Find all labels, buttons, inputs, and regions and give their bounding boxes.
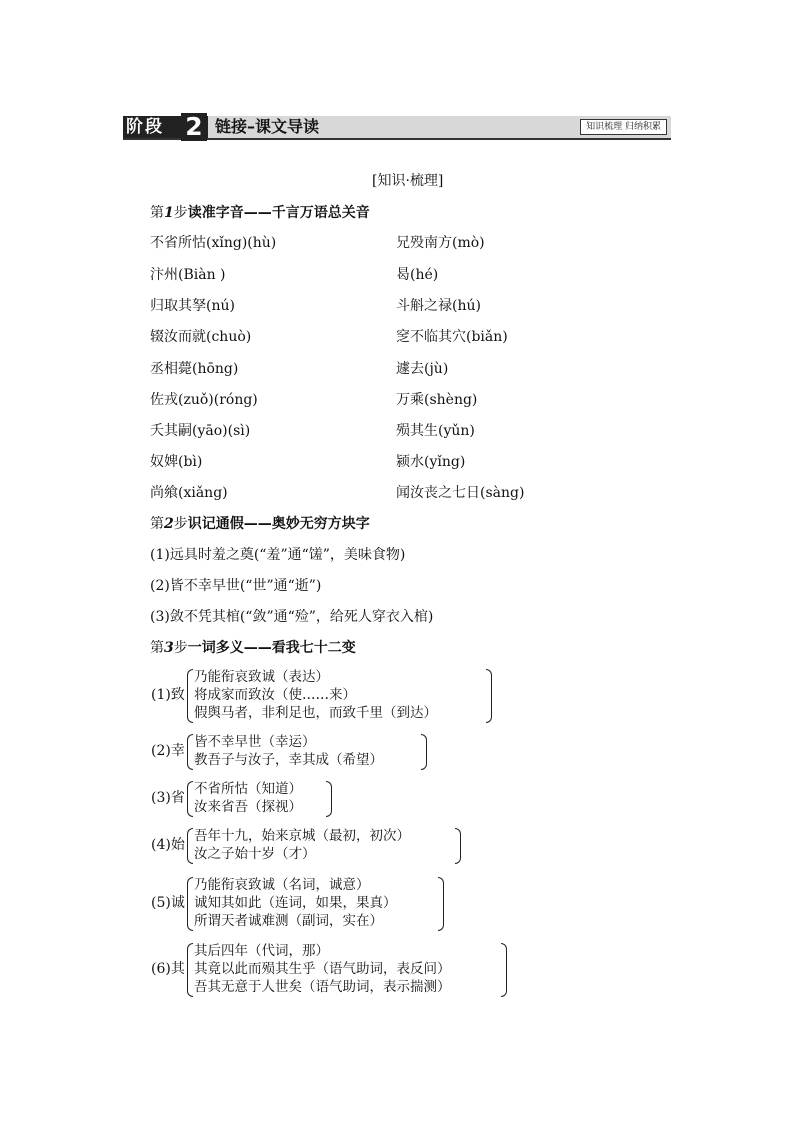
reading-item: 辍汝而就(chuò) (150, 329, 252, 345)
right-brace (326, 781, 332, 817)
polysemy-line: 所谓天者诚难测（副词，实在） (194, 913, 383, 929)
step1-prefix: 第 (150, 205, 164, 221)
reading-item: 窆不临其穴(biǎn) (396, 329, 508, 345)
reading-item: 斗斛之禄(hú) (396, 298, 481, 314)
right-brace (421, 734, 427, 770)
polysemy-line: 吾年十九，始来京城（最初，初次） (194, 828, 410, 844)
left-brace (187, 828, 193, 864)
polysemy-line: 汝之子始十岁（才） (194, 846, 316, 862)
polysemy-line: 将成家而致汝（使……来） (194, 687, 356, 703)
banner-stage-label: 阶段 (123, 116, 208, 138)
polysemy-line: 皆不幸早世（幸运） (194, 734, 316, 750)
polysemy-word: (6)其 (151, 961, 185, 977)
step1-number: 1 (164, 205, 174, 221)
step2-heading (150, 515, 370, 533)
polysemy-line: 诚知其如此（连词，如果，果真） (194, 895, 397, 911)
polysemy-line: 其竟以此而殒其生乎（语气助词，表反问） (194, 961, 451, 977)
section-banner (123, 112, 671, 141)
left-brace (187, 877, 193, 931)
polysemy-word: (4)始 (151, 837, 185, 853)
polysemy-word: (3)省 (151, 790, 185, 806)
reading-item: 遽去(jù) (396, 361, 449, 377)
step1-mid: 步 (173, 205, 188, 221)
banner-tag: 知识梳理 归纳积累 (580, 119, 667, 135)
step3-label: 一词多义——看我七十二变 (187, 640, 356, 656)
step3-mid: 步 (173, 640, 188, 656)
polysemy-line: 其后四年（代词，那） (194, 943, 329, 959)
polysemy-word: (2)幸 (151, 743, 185, 759)
polysemy-line: 吾其无意于人世矣（语气助词，表示揣测） (194, 979, 451, 995)
step2-number: 2 (164, 516, 174, 532)
right-brace (501, 943, 507, 997)
right-brace (455, 828, 461, 864)
step2-prefix: 第 (150, 516, 164, 532)
reading-item: 汴州(Biàn ) (150, 267, 226, 283)
tongjia-item: (2)皆不幸早世(“世”通“逝”) (150, 578, 322, 594)
polysemy-line: 乃能衔哀致诚（名词，诚意） (194, 877, 370, 893)
tongjia-item: (3)敛不凭其棺(“敛”通“殓”，给死人穿衣入棺) (150, 609, 434, 625)
reading-item: 不省所怙(xǐng)(hù) (150, 235, 277, 251)
banner-title: 链接–课文导读 (215, 117, 320, 136)
reading-item: 丞相薨(hōng) (150, 361, 239, 377)
polysemy-line: 教吾子与汝子，幸其成（希望） (194, 752, 383, 768)
reading-item: 佐戎(zuǒ)(róng) (150, 392, 258, 408)
reading-item: 奴婢(bì) (150, 454, 203, 470)
step1-label: 读准字音——千言万语总关音 (187, 205, 370, 221)
left-brace (187, 669, 193, 723)
reading-item: 兄殁南方(mò) (396, 235, 485, 251)
left-brace (187, 734, 193, 770)
left-brace (187, 943, 193, 997)
banner-stage-number: 2 (181, 113, 207, 141)
reading-item: 夭其嗣(yāo)(sì) (150, 423, 251, 439)
reading-item: 尚飨(xiǎng) (150, 485, 228, 501)
step3-prefix: 第 (150, 640, 164, 656)
reading-item: 颍水(yǐng) (396, 454, 466, 470)
reading-item: 闻汝丧之七日(sàng) (396, 485, 525, 501)
reading-item: 曷(hé) (396, 267, 439, 283)
section-title: [知识·梳理] (372, 173, 444, 189)
right-brace (486, 669, 492, 723)
left-brace (187, 781, 193, 817)
polysemy-line: 不省所怙（知道） (194, 781, 302, 797)
right-brace (438, 877, 444, 931)
polysemy-line: 假舆马者，非利足也，而致千里（到达） (194, 705, 437, 721)
reading-item: 归取其孥(nú) (150, 298, 235, 314)
reading-item: 万乘(shèng) (396, 392, 478, 408)
step2-label: 识记通假——奥妙无穷方块字 (187, 516, 370, 532)
reading-item: 殒其生(yǔn) (396, 423, 475, 439)
polysemy-word: (1)致 (151, 687, 185, 703)
tongjia-item: (1)远具时羞之奠(“羞”通“馐”，美味食物) (150, 547, 406, 563)
polysemy-line: 乃能衔哀致诚（表达） (194, 669, 329, 685)
step3-number: 3 (164, 640, 174, 656)
step2-mid: 步 (173, 516, 188, 532)
step1-heading (150, 204, 370, 222)
step3-heading (150, 639, 356, 657)
polysemy-word: (5)诚 (151, 895, 185, 911)
polysemy-line: 汝来省吾（探视） (194, 799, 302, 815)
